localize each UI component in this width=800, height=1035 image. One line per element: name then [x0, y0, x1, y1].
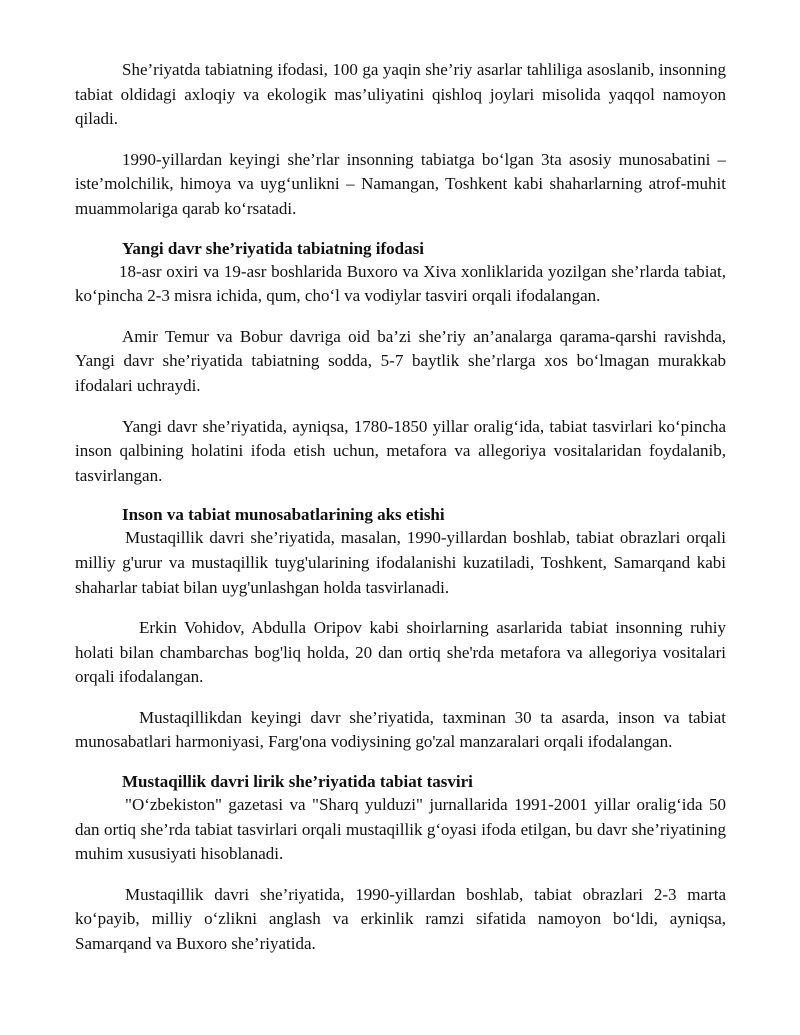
- section2-paragraph-1: Mustaqillik davri she’riyatida, masalan, 1990-yillardan boshlab, tabiat obrazlari orqali milliy g'urur va mustaqillik tuyg'ularining ifodalanishi kuzatiladi, Toshkent, Samarqand kabi shaharlar tabiat bilan uyg'unlashgan holda tasvirlanadi.: [75, 528, 726, 597]
- intro-paragraph-2: 1990-yillardan keyingi she’rlar insonning tabiatga bo‘lgan 3ta asosiy munosabatini – iste’molchilik, himoya va uyg‘unlikni – Namangan, Toshkent kabi shaharlarning atrof-muhit muammolariga qarab ko‘rsatadi.: [75, 149, 726, 218]
- section2-paragraph-3: Mustaqillikdan keyingi davr she’riyatida, taxminan 30 ta asarda, inson va tabiat munosabatlari harmoniyasi, Farg'ona vodiysining go'zal manzaralari orqali ifodalangan.: [75, 707, 726, 752]
- section-heading-2: Inson va tabiat munosabatlarining aks etishi: [122, 505, 445, 525]
- section1-paragraph-3: Yangi davr she’riyatida, ayniqsa, 1780-1850 yillar oralig‘ida, tabiat tasvirlari ko‘pincha inson qalbining holatini ifoda etish uchun, metafora va allegoriya vositalaridan foydalanib, tasvirlangan.: [75, 416, 726, 485]
- document-page: [75, 58, 726, 973]
- section3-paragraph-2: Mustaqillik davri she’riyatida, 1990-yillardan boshlab, tabiat obrazlari 2-3 marta ko‘payib, milliy o‘zlikni anglash va erkinlik ramzi sifatida namoyon bo‘ldi, ayniqsa, Samarqand va Buxoro she’riyatida.: [75, 884, 726, 954]
- section2-paragraph-2: Erkin Vohidov, Abdulla Oripov kabi shoirlarning asarlarida tabiat insonning ruhiy holati bilan chambarchas bog'liq holda, 20 dan ortiq she'rda metafora va allegoriya vositalari orqali ifodalangan.: [75, 618, 726, 687]
- section3-paragraph-1: "O‘zbekiston" gazetasi va "Sharq yulduzi" jurnallarida 1991-2001 yillar oralig‘ida 50 dan ortiq she’rda tabiat tasvirlari orqali mustaqillik g‘oyasi ifoda etilgan, bu davr she’riyatining muhim xususiyati hisoblanadi.: [75, 795, 726, 864]
- section-heading-1: Yangi davr she’riyatida tabiatning ifodasi: [122, 238, 424, 258]
- section-heading-3: Mustaqillik davri lirik she’riyatida tabiat tasviri: [122, 772, 473, 792]
- intro-paragraph-1: She’riyatda tabiatning ifodasi, 100 ga yaqin she’riy asarlar tahliliga asoslanib, insonning tabiat oldidagi axloqiy va ekologik mas’uliyatini qishloq joylari misolida yaqqol namoyon qiladi.: [75, 60, 726, 129]
- section1-paragraph-2: Amir Temur va Bobur davriga oid ba’zi she’riy an’analarga qarama-qarshi ravishda, Yangi davr she’riyatida tabiatning sodda, 5-7 baytlik she’rlarga xos bo‘lmagan murakkab ifodalari uchraydi.: [75, 326, 726, 395]
- section1-paragraph-1: 18-asr oxiri va 19-asr boshlarida Buxoro va Xiva xonliklarida yozilgan she’rlarda tabiat, ko‘pincha 2-3 misra ichida, qum, cho‘l va vodiylar tasviri orqali ifodalangan.: [75, 261, 726, 306]
